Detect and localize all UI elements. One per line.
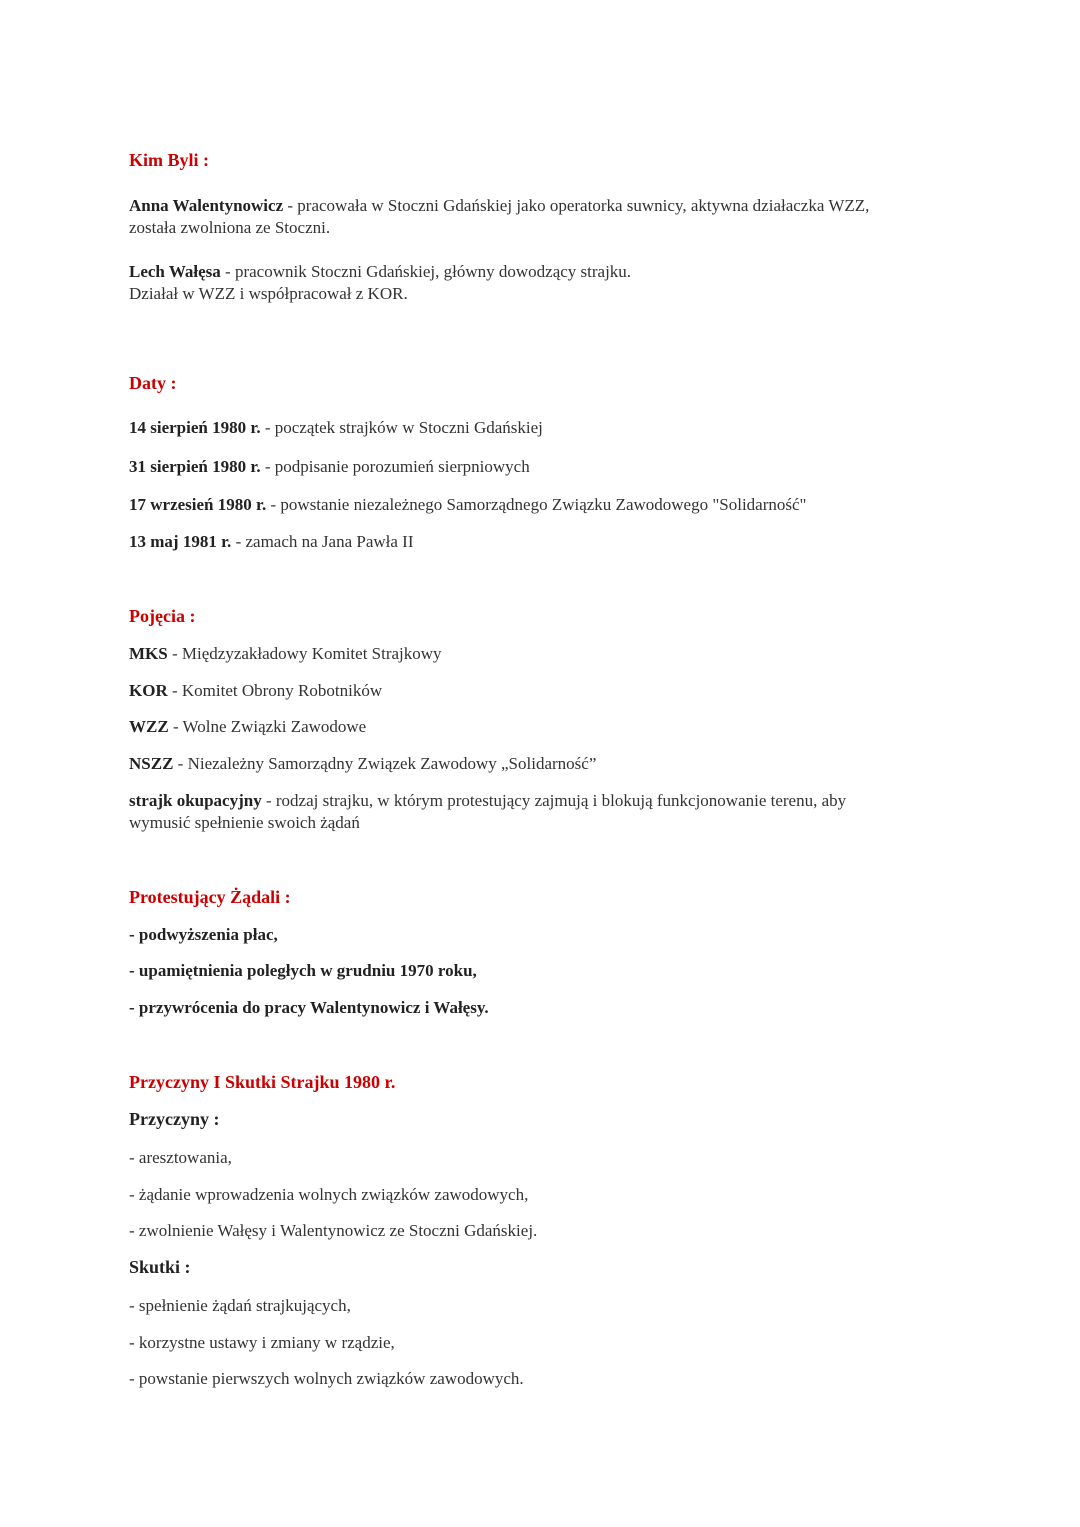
term-text-cont: wymusić spełnienie swoich żądań bbox=[129, 813, 360, 832]
term-text: - Wolne Związki Zawodowe bbox=[168, 717, 367, 736]
term-label: KOR bbox=[129, 681, 168, 700]
date-label: 14 sierpień 1980 r. bbox=[129, 418, 261, 437]
date-label: 13 maj 1981 r. bbox=[129, 532, 232, 551]
subheading-skutki: Skutki : bbox=[129, 1257, 191, 1277]
term-entry bbox=[129, 680, 929, 702]
effect-item: - korzystne ustawy i zmiany w rządzie, bbox=[129, 1333, 395, 1352]
demand-item: - przywrócenia do pracy Walentynowicz i Wałęsy. bbox=[129, 998, 489, 1017]
term-text: - Niezależny Samorządny Związek Zawodowy „Solidarność” bbox=[173, 754, 597, 773]
heading-kim-byli: Kim Byli : bbox=[129, 150, 209, 170]
date-text: - powstanie niezależnego Samorządnego Związku Zawodowego "Solidarność" bbox=[266, 495, 807, 514]
date-label: 31 sierpień 1980 r. bbox=[129, 457, 261, 476]
heading-zadania: Protestujący Żądali : bbox=[129, 887, 291, 907]
cause-item: - aresztowania, bbox=[129, 1148, 232, 1167]
date-text: - podpisanie porozumień sierpniowych bbox=[260, 457, 530, 476]
effect-item: - powstanie pierwszych wolnych związków zawodowych. bbox=[129, 1369, 524, 1388]
term-text: - Komitet Obrony Robotników bbox=[167, 681, 383, 700]
person-entry-walentynowicz bbox=[129, 195, 929, 239]
date-label: 17 wrzesień 1980 r. bbox=[129, 495, 267, 514]
person-name: Lech Wałęsa bbox=[129, 262, 221, 281]
effect-item: - spełnienie żądań strajkujących, bbox=[129, 1296, 351, 1315]
term-label: strajk okupacyjny bbox=[129, 791, 262, 810]
term-entry bbox=[129, 716, 929, 738]
demand-item: - upamiętnienia poległych w grudniu 1970 roku, bbox=[129, 961, 477, 980]
person-desc: - pracownik Stoczni Gdańskiej, główny dowodzący strajku. bbox=[220, 262, 632, 281]
term-text: - Międzyzakładowy Komitet Strajkowy bbox=[167, 644, 442, 663]
date-text: - zamach na Jana Pawła II bbox=[231, 532, 414, 551]
date-entry bbox=[129, 417, 929, 439]
date-text: - początek strajków w Stoczni Gdańskiej bbox=[260, 418, 543, 437]
heading-przyczyny-skutki: Przyczyny I Skutki Strajku 1980 r. bbox=[129, 1072, 396, 1092]
person-desc-cont: Działał w WZZ i współpracował z KOR. bbox=[129, 284, 408, 303]
term-entry bbox=[129, 790, 929, 834]
date-entry bbox=[129, 494, 929, 516]
heading-pojecia: Pojęcia : bbox=[129, 606, 196, 626]
term-label: MKS bbox=[129, 644, 168, 663]
term-label: NSZZ bbox=[129, 754, 174, 773]
term-label: WZZ bbox=[129, 717, 169, 736]
cause-item: - żądanie wprowadzenia wolnych związków zawodowych, bbox=[129, 1185, 529, 1204]
term-entry bbox=[129, 753, 929, 775]
heading-daty: Daty : bbox=[129, 373, 177, 393]
cause-item: - zwolnienie Wałęsy i Walentynowicz ze Stoczni Gdańskiej. bbox=[129, 1221, 538, 1240]
subheading-przyczyny: Przyczyny : bbox=[129, 1109, 220, 1129]
date-entry bbox=[129, 531, 929, 553]
term-entry bbox=[129, 643, 929, 665]
demand-item: - podwyższenia płac, bbox=[129, 925, 278, 944]
person-entry-walesa bbox=[129, 261, 929, 305]
person-desc-cont: została zwolniona ze Stoczni. bbox=[129, 218, 331, 237]
person-desc: - pracowała w Stoczni Gdańskiej jako operatorka suwnicy, aktywna działaczka WZZ, bbox=[283, 196, 870, 215]
date-entry bbox=[129, 456, 929, 478]
person-name: Anna Walentynowicz bbox=[129, 196, 284, 215]
term-text: - rodzaj strajku, w którym protestujący zajmują i blokują funkcjonowanie terenu, aby bbox=[261, 791, 847, 810]
